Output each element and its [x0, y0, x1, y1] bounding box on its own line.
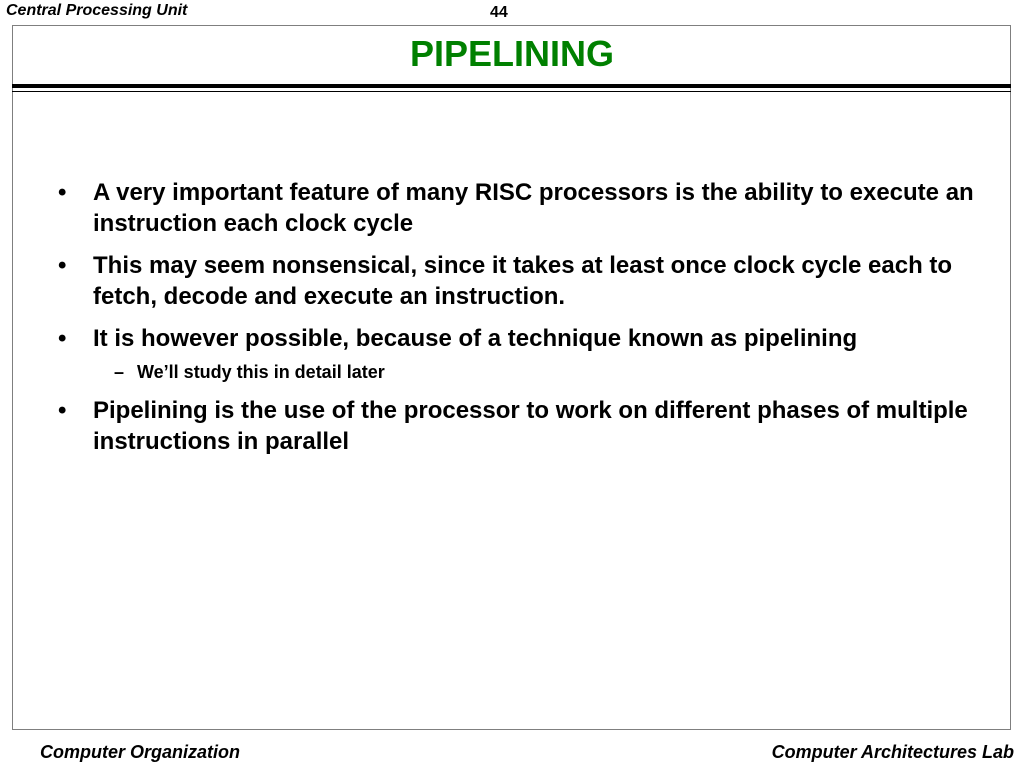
bullet-marker: •	[58, 179, 67, 206]
bullet-item	[58, 250, 978, 312]
slide-title: PIPELINING	[409, 33, 615, 74]
sub-bullet-item	[58, 361, 978, 383]
sub-bullet-marker: –	[114, 362, 125, 382]
bullet-item	[58, 323, 978, 354]
sub-bullet-text: We’ll study this in detail later	[137, 362, 385, 382]
bullet-item	[58, 177, 978, 239]
footer-lab-name: Computer Architectures Lab	[771, 742, 1014, 762]
bullet-text: A very important feature of many RISC processors is the ability to execute an instruction each clock cycle	[93, 179, 974, 237]
header-course-topic: Central Processing Unit	[6, 2, 188, 19]
bullet-list	[58, 177, 978, 468]
bullet-marker: •	[58, 397, 67, 424]
title-divider-thick	[12, 84, 1011, 88]
bullet-text: This may seem nonsensical, since it takes at least once clock cycle each to fetch, decode and execute an instruction.	[93, 252, 953, 310]
bullet-marker: •	[58, 325, 67, 352]
bullet-item	[58, 395, 978, 457]
bullet-marker: •	[58, 252, 67, 279]
footer-course-title: Computer Organization	[40, 742, 241, 762]
title-divider-thin	[12, 91, 1011, 92]
page-number: 44	[490, 4, 508, 21]
bullet-text: Pipelining is the use of the processor to work on different phases of multiple instructions in parallel	[93, 397, 968, 455]
bullet-text: It is however possible, because of a technique known as pipelining	[93, 325, 858, 352]
